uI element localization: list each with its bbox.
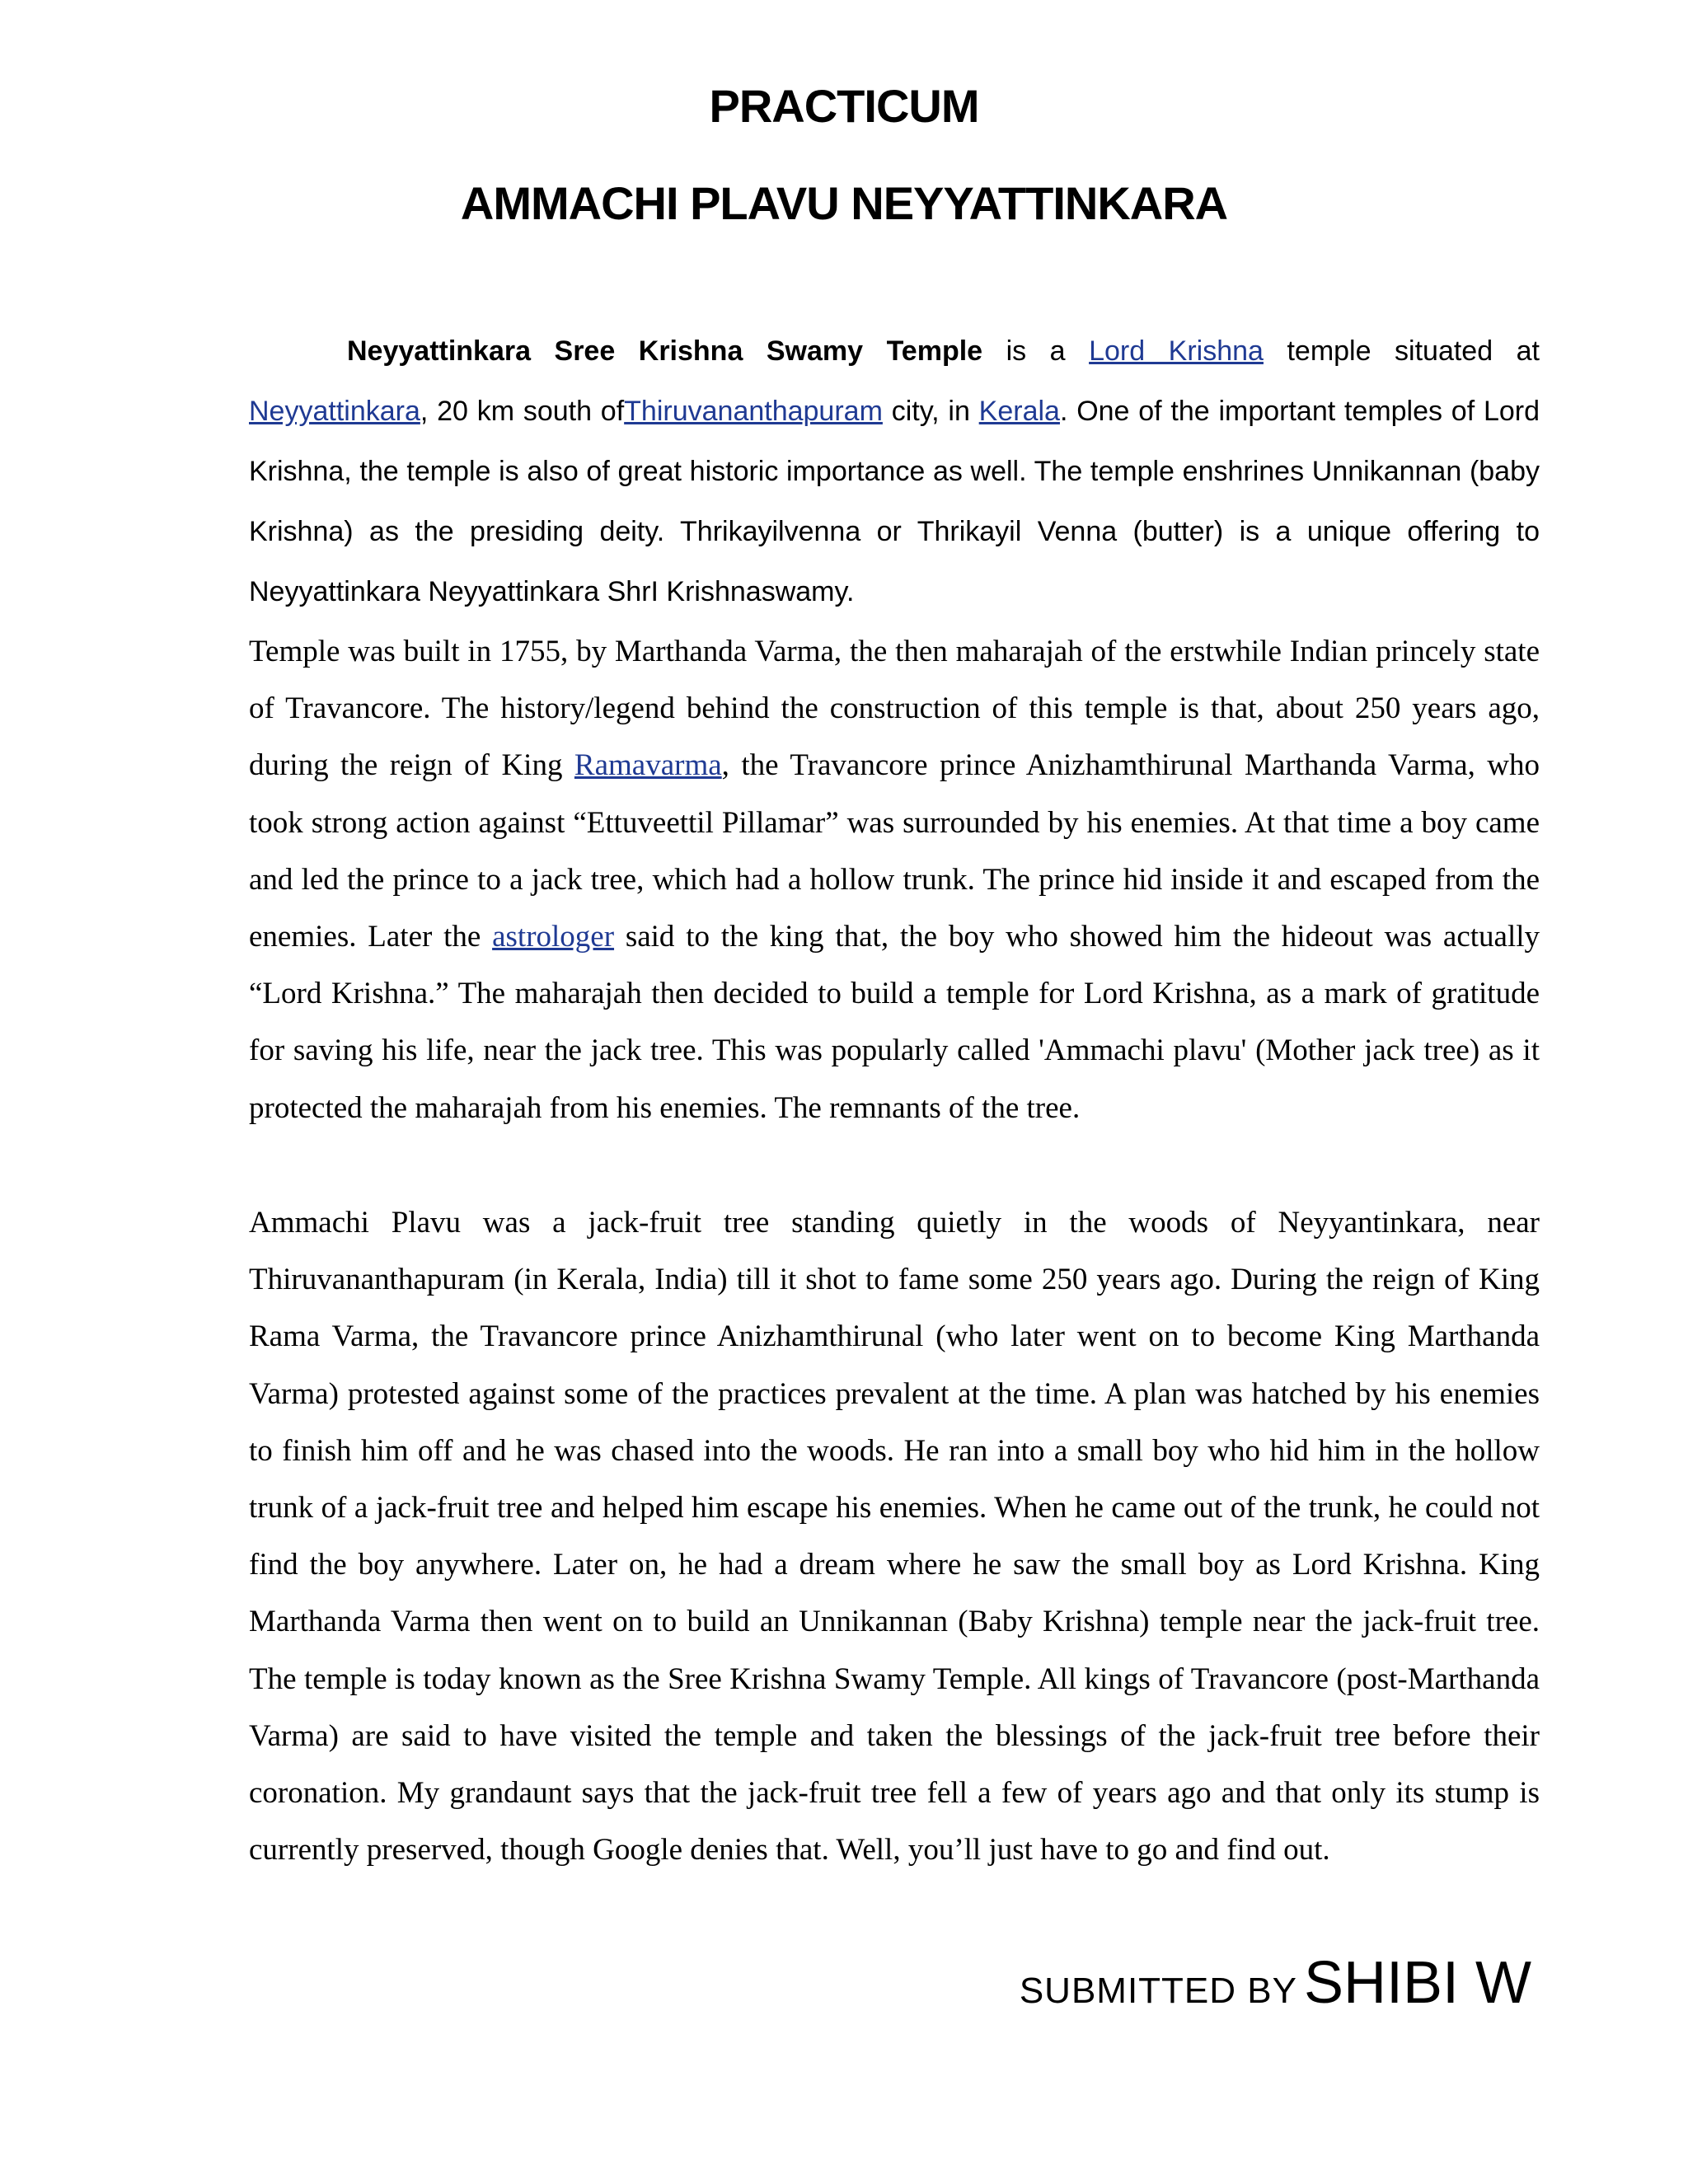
link-lord-krishna[interactable]: Lord Krishna bbox=[1089, 335, 1264, 367]
link-astrologer[interactable]: astrologer bbox=[492, 920, 615, 954]
ammachi-plavu-paragraph: Ammachi Plavu was a jack-fruit tree standing quietly in the woods of Neyyantinkara, near Thiruvananthapuram (in Kerala, India) till it shot to fame some 250 years ago. During the reign of King Rama Varma, the Travancore prince Anizhamthirunal (who later went on to become King Marthanda Varma) protested against some of the practices prevalent at the time. A plan was hatched by his enemies to finish him off and he was chased into the woods. He ran into a small boy who hid him in the hollow trunk of a jack-fruit tree and helped him escape his enemies. When he came out of the trunk, he could not find the boy anywhere. Later on, he had a dream where he saw the small boy as Lord Krishna. King Marthanda Varma then went on to build an Unnikannan (Baby Krishna) temple near the jack-fruit tree. The temple is today known as the Sree Krishna Swamy Temple. All kings of Travancore (post-Marthanda Varma) are said to have visited the temple and taken the blessings of the jack-fruit tree before their coronation. My grandaunt says that the jack-fruit tree fell a few of years ago and that only its stump is currently preserved, though Google denies that. Well, you’ll just have to go and find out. bbox=[249, 1206, 1540, 1868]
document-title: PRACTICUM bbox=[709, 80, 979, 132]
link-kerala[interactable]: Kerala bbox=[978, 396, 1060, 427]
author-name: SHIBI W bbox=[1303, 1950, 1531, 2016]
history-paragraph bbox=[249, 623, 1540, 1137]
submitted-by-label: SUBMITTED BY bbox=[1019, 1971, 1297, 2011]
intro-paragraph bbox=[249, 321, 1540, 622]
link-thiruvananthapuram[interactable]: Thiruvananthapuram bbox=[624, 396, 883, 427]
document-subtitle: AMMACHI PLAVU NEYYATTINKARA bbox=[460, 177, 1228, 229]
text-run: , the Travancore prince Anizhamthirunal Marthanda Varma, who took strong action against “Ettuveettil Pillamar” was surrounded by his enemies. At that time a boy came and led the prince to a jack tree, which had a hollow trunk. The prince hid inside it and escaped from the enemies. Later the bbox=[249, 748, 1540, 954]
text-run: city, in bbox=[882, 396, 979, 427]
signature-block bbox=[1020, 1949, 1531, 2017]
link-neyyattinkara[interactable]: Neyyattinkara bbox=[249, 396, 420, 427]
text-run: , 20 km south of bbox=[420, 396, 625, 427]
temple-name-bold: Neyyattinkara Sree Krishna Swamy Temple bbox=[347, 335, 983, 367]
text-run: Temple was built in 1755, by Marthanda Varma, the then maharajah of the erstwhile Indian princely state of Travancore. The history/legend behind the construction of this temple is that, about 250 years ago, during the reign of King bbox=[249, 635, 1540, 783]
link-ramavarma[interactable]: Ramavarma bbox=[574, 748, 722, 783]
text-run: . One of the important temples of Lord Krishna, the temple is also of great historic importance as well. The temple enshrines Unnikannan (baby Krishna) as the presiding deity. Thrikayilvenna or Thrikayil Venna (butter) is a unique offering to Neyyattinkara Neyyattinkara ShrI Krishnaswamy. bbox=[249, 396, 1540, 607]
text-run: temple situated at bbox=[1263, 335, 1540, 367]
text-run: said to the king that, the boy who showed him the hideout was actually “Lord Krishna.” The maharajah then decided to build a temple for Lord Krishna, as a mark of gratitude for saving his life, near the jack tree. This was popularly called 'Ammachi plavu' (Mother jack tree) as it protected the maharajah from his enemies. The remnants of the tree. bbox=[249, 920, 1540, 1125]
text-run: is a bbox=[982, 335, 1090, 367]
